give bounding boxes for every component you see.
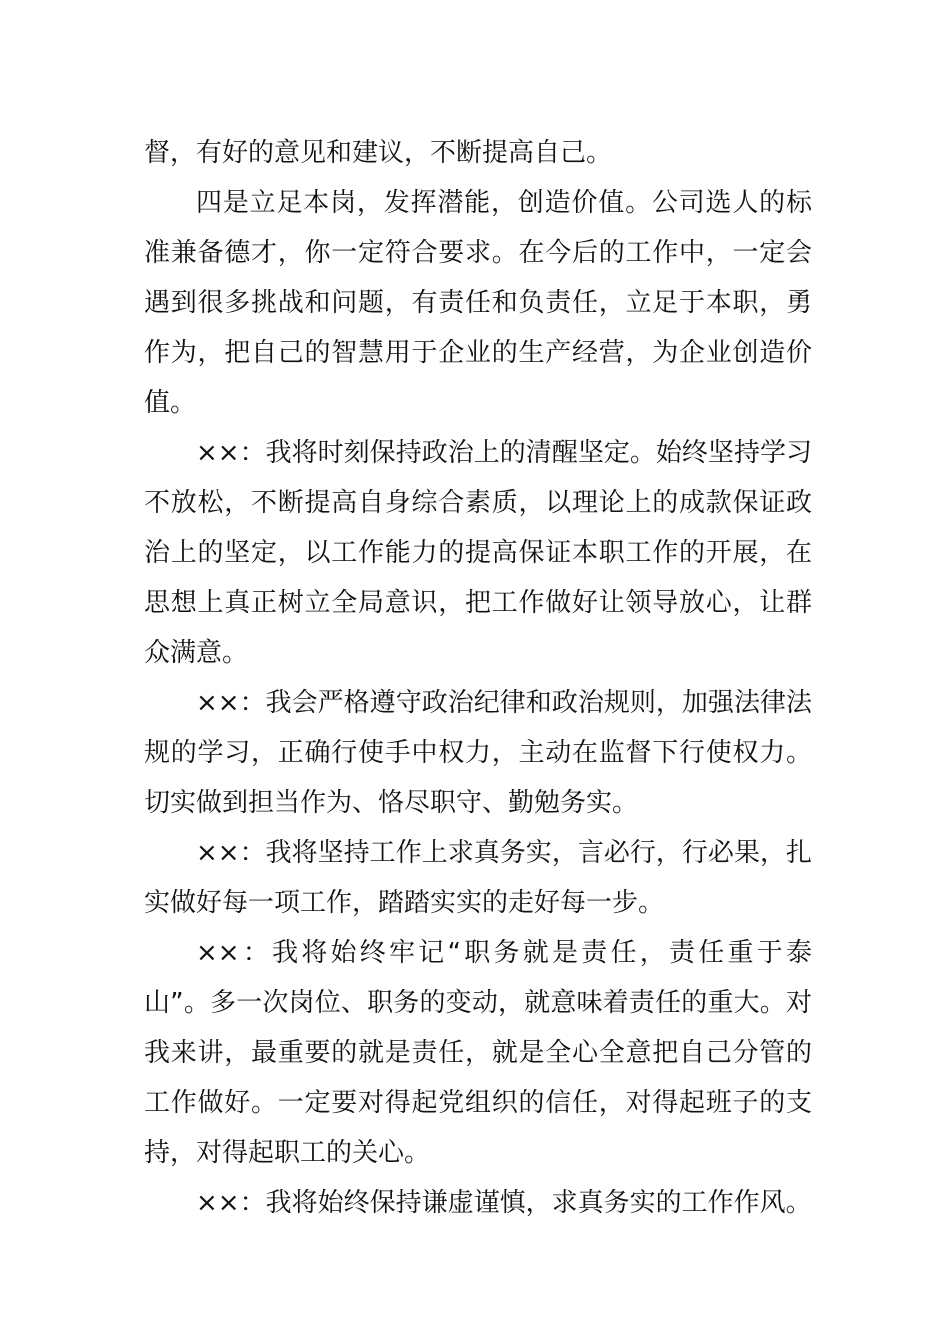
paragraph-6: ××：我将始终牢记“职务就是责任，责任重于泰山”。多一次岗位、职务的变动，就意味着责任的重大。对我来讲，最重要的就是责任，就是全心全意把自己分管的工作做好。一定要对得起党组织的信任，对得起班子的支持，对得起职工的关心。: [144, 938, 812, 1168]
paragraph-2: 四是立足本岗，发挥潜能，创造价值。公司选人的标准兼备德才，你一定符合要求。在今后的工作中，一定会遇到很多挑战和问题，有责任和负责任，立足于本职，勇作为，把自己的智慧用于企业的生产经营，为企业创造价值。: [144, 188, 812, 418]
paragraph-3: ××：我将时刻保持政治上的清醒坚定。始终坚持学习不放松，不断提高自身综合素质，以理论上的成款保证政治上的坚定，以工作能力的提高保证本职工作的开展，在思想上真正树立全局意识，把工作做好让领导放心，让群众满意。: [144, 438, 812, 668]
paragraph-7: ××：我将始终保持谦虚谨慎，求真务实的工作作风。: [196, 1188, 812, 1218]
paragraph-1: 督，有好的意见和建议，不断提高自己。: [144, 138, 613, 168]
paragraph-5: ××：我将坚持工作上求真务实，言必行，行必果，扎实做好每一项工作，踏踏实实的走好每一步。: [144, 838, 812, 918]
paragraph-4: ××：我会严格遵守政治纪律和政治规则，加强法律法规的学习，正确行使手中权力，主动在监督下行使权力。切实做到担当作为、恪尽职守、勤勉务实。: [144, 688, 812, 818]
document-body: [144, 128, 812, 1228]
